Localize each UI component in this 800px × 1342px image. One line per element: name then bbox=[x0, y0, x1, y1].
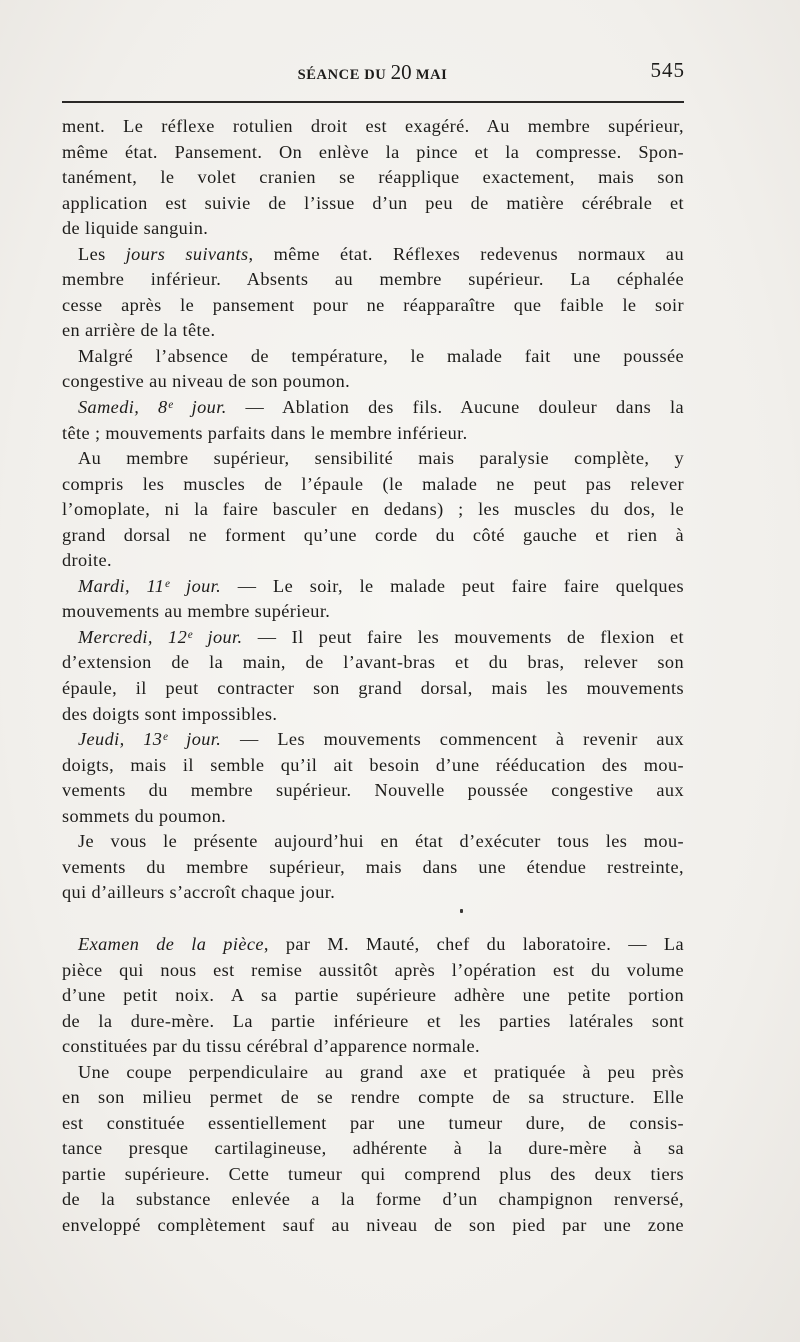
page-header bbox=[60, 58, 685, 88]
text-line: de liquide sanguin. bbox=[62, 218, 209, 239]
paragraph bbox=[62, 625, 684, 727]
text-line bbox=[62, 395, 684, 421]
paragraph bbox=[62, 242, 684, 344]
text-line: congestive au niveau de son poumon. bbox=[62, 371, 351, 392]
text-run: , même état. Réflexes redevenus normaux au bbox=[248, 243, 684, 264]
text-line: Malgré l’absence de température, le malade fait une poussée bbox=[78, 345, 684, 366]
italic-run: jours suivants bbox=[125, 243, 249, 264]
running-head-pre: SÉANCE DU bbox=[297, 67, 391, 83]
text-line: droite. bbox=[62, 550, 113, 571]
paragraph bbox=[62, 829, 684, 906]
text-line: tance presque cartilagineuse, adhérente à la dure-mère à sa bbox=[62, 1138, 684, 1159]
text-line: qui d’ailleurs s’accroît chaque jour. bbox=[62, 882, 336, 903]
text-line bbox=[62, 727, 684, 753]
paragraph bbox=[62, 574, 684, 625]
section-gap bbox=[62, 906, 684, 932]
italic-run: Mardi, 11ᵉ jour. bbox=[78, 575, 222, 596]
text-line: cesse après le pansement pour ne réapparaître que faible le soir bbox=[62, 294, 684, 315]
text-run: — Il peut faire les mouvements de flexion et bbox=[242, 626, 684, 647]
text-line: constituées par du tissu cérébral d’apparence normale. bbox=[62, 1036, 481, 1057]
text-line: Je vous le présente aujourd’hui en état d’exécuter tous les mou- bbox=[78, 831, 684, 852]
text-line: épaule, il peut contracter son grand dorsal, mais les mouvements bbox=[62, 678, 684, 699]
printer-mark-icon bbox=[460, 909, 463, 913]
italic-run: Mercredi, 12ᵉ jour. bbox=[78, 626, 243, 647]
text-line: enveloppé complètement sauf au niveau de son pied par une zone bbox=[62, 1214, 684, 1235]
text-line: Au membre supérieur, sensibilité mais paralysie complète, y bbox=[78, 448, 684, 469]
text-line: mouvements au membre supérieur. bbox=[62, 601, 331, 622]
running-head-day: 20 bbox=[390, 60, 412, 84]
text-line bbox=[62, 242, 684, 268]
text-line: partie supérieure. Cette tumeur qui comprend plus des deux tiers bbox=[62, 1163, 684, 1184]
text-line: ment. Le réflexe rotulien droit est exagéré. Au membre supérieur, bbox=[62, 116, 684, 136]
text-line: des doigts sont impossibles. bbox=[62, 703, 278, 724]
text-line bbox=[62, 574, 684, 600]
running-head bbox=[60, 60, 685, 85]
italic-run: Jeudi, 13ᵉ jour. bbox=[78, 729, 222, 750]
text-line: membre inférieur. Absents au membre supérieur. La céphalée bbox=[62, 269, 684, 290]
text-run: Les bbox=[78, 243, 126, 264]
header-rule bbox=[62, 101, 684, 103]
body-text bbox=[62, 114, 684, 1239]
text-line: en son milieu permet de se rendre compte de sa structure. Elle bbox=[62, 1087, 684, 1108]
text-line: en arrière de la tête. bbox=[62, 320, 216, 341]
text-line: grand dorsal ne forment qu’une corde du côté gauche et rien à bbox=[62, 524, 684, 545]
text-line: application est suivie de l’issue d’un peu de matière cérébrale et bbox=[62, 192, 684, 213]
text-line bbox=[62, 932, 684, 958]
paragraph bbox=[62, 114, 684, 242]
text-line: d’une petit noix. A sa partie supérieure adhère une petite portion bbox=[62, 985, 684, 1006]
text-line: est constituée essentiellement par une tumeur dure, de consis- bbox=[62, 1112, 684, 1133]
text-line: tête ; mouvements parfaits dans le membre inférieur. bbox=[62, 422, 468, 443]
text-line: vements du membre supérieur. Nouvelle poussée congestive aux bbox=[62, 780, 684, 801]
paragraph bbox=[62, 395, 684, 446]
text-line: doigts, mais il semble qu’il ait besoin d’une rééducation des mou- bbox=[62, 754, 684, 775]
text-line: pièce qui nous est remise aussitôt après l’opération est du volume bbox=[62, 959, 684, 980]
text-run: , par M. Mauté, chef du laboratoire. — La bbox=[263, 933, 684, 954]
paragraph bbox=[62, 446, 684, 574]
text-line: l’omoplate, ni la faire basculer en dedans) ; les muscles du dos, le bbox=[62, 499, 684, 520]
text-line: Une coupe perpendiculaire au grand axe et pratiquée à peu près bbox=[78, 1061, 684, 1082]
text-line: de la dure-mère. La partie inférieure et les parties latérales sont bbox=[62, 1010, 684, 1031]
running-head-month: MAI bbox=[411, 67, 448, 83]
text-line: même état. Pansement. On enlève la pince et la compresse. Spon- bbox=[62, 141, 684, 162]
text-line: compris les muscles de l’épaule (le malade ne peut pas relever bbox=[62, 473, 684, 494]
paragraph bbox=[62, 1060, 684, 1239]
text-line: d’extension de la main, de l’avant-bras et du bras, relever son bbox=[62, 652, 684, 673]
text-line bbox=[62, 625, 684, 651]
paragraph bbox=[62, 932, 684, 1060]
italic-run: Examen de la pièce bbox=[78, 933, 264, 954]
page-number: 545 bbox=[650, 58, 685, 82]
text-line: de la substance enlevée a la forme d’un champignon renversé, bbox=[62, 1189, 684, 1210]
paragraph bbox=[62, 727, 684, 829]
text-line: vements du membre supérieur, mais dans une étendue restreinte, bbox=[62, 856, 684, 877]
text-run: — Les mouvements commencent à revenir aux bbox=[221, 729, 684, 750]
italic-run: Samedi, 8ᵉ jour. bbox=[78, 397, 227, 418]
text-run: — Le soir, le malade peut faire faire quelques bbox=[221, 575, 684, 596]
paragraph bbox=[62, 344, 684, 395]
text-line: tanément, le volet cranien se réapplique exactement, mais son bbox=[62, 167, 684, 188]
text-run: — Ablation des fils. Aucune douleur dans la bbox=[226, 397, 684, 418]
text-line: sommets du poumon. bbox=[62, 805, 227, 826]
